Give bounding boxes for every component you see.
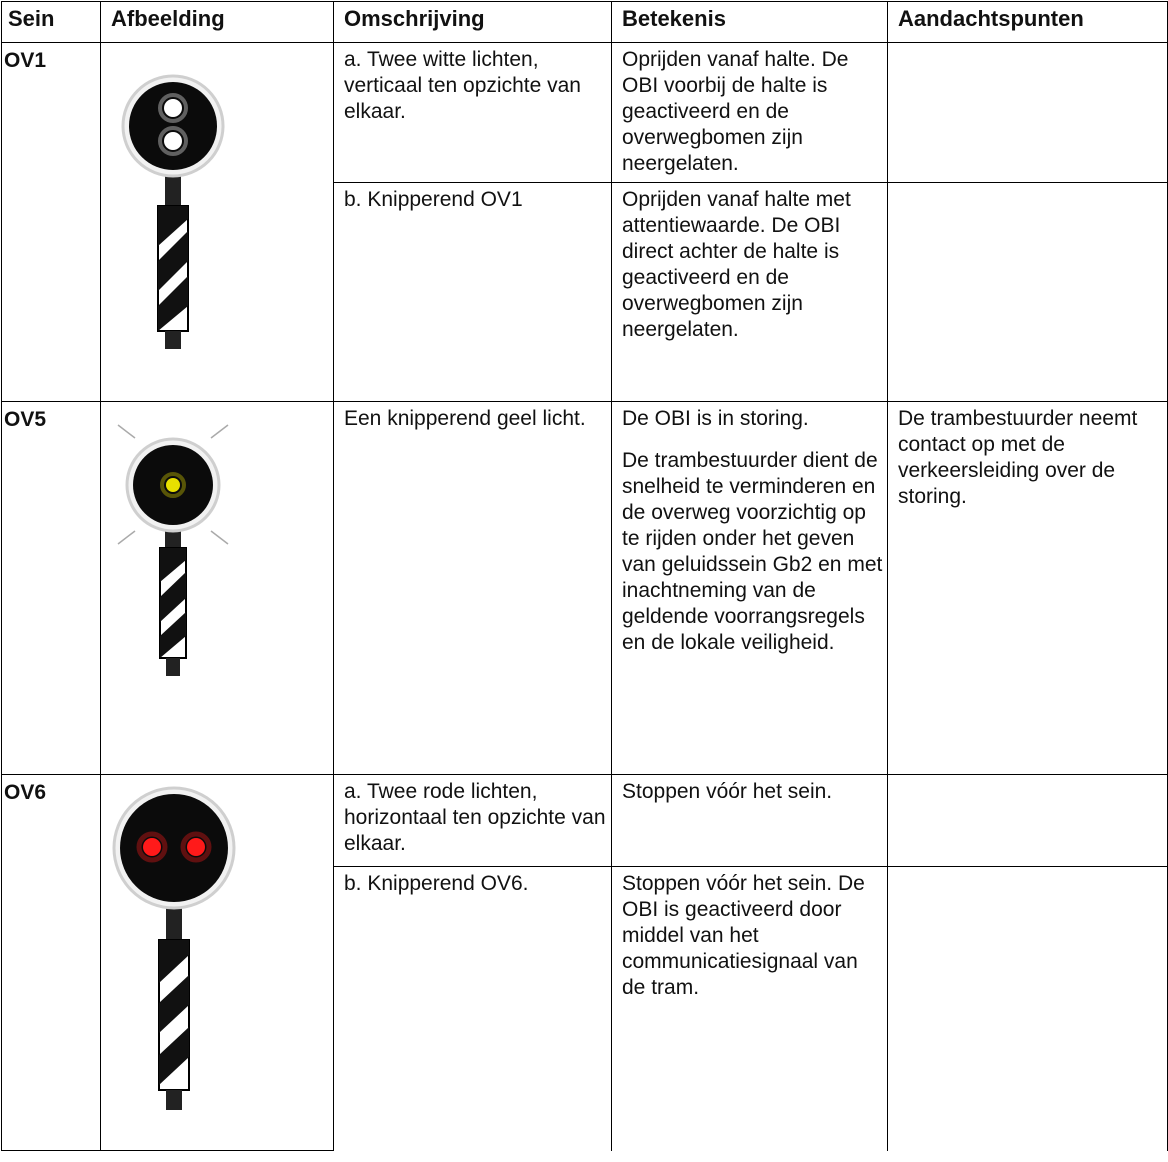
table-row-ov1-a xyxy=(2,43,1168,183)
image-cell-ov6 xyxy=(101,775,334,1151)
ov6-b-aandachtspunten xyxy=(888,867,1168,1151)
ov5-betekenis-line-1: De OBI is in storing. xyxy=(622,407,809,430)
ov1-a-aandachtspunten xyxy=(888,43,1168,183)
ov1-b-omschrijving: b. Knipperend OV1 xyxy=(334,183,612,402)
ov5-aandachtspunten: De trambestuurder neemt contact op met de verkeersleiding over de storing. xyxy=(888,402,1168,775)
ov1-a-betekenis: Oprijden vanaf halte. De OBI voorbij de halte is geactiveerd en de overwegbomen zijn neergelaten. xyxy=(612,43,888,183)
table-row-ov6-a xyxy=(2,775,1168,867)
signal-table xyxy=(1,1,1168,1151)
header-omschrijving: Omschrijving xyxy=(334,2,612,43)
ov6-a-aandachtspunten xyxy=(888,775,1168,867)
ov6-b-betekenis: Stoppen vóór het sein. De OBI is geactiveerd door middel van het communicatiesignaal van de tram. xyxy=(612,867,888,1151)
header-betekenis: Betekenis xyxy=(612,2,888,43)
tram-signal-two-red-horizontal-icon xyxy=(109,785,239,1125)
ov6-a-betekenis: Stoppen vóór het sein. xyxy=(612,775,888,867)
sein-code-ov1: OV1 xyxy=(2,43,101,402)
table-row-ov5 xyxy=(2,402,1168,775)
image-cell-ov1 xyxy=(101,43,334,402)
ov6-a-omschrijving: a. Twee rode lichten, horizontaal ten opzichte van elkaar. xyxy=(334,775,612,867)
ov5-betekenis-line-2: De trambestuurder dient de snelheid te verminderen en de overweg voorzichtig op te rijden onder het geven van geluidssein Gb2 en met inachtneming van de geldende voorrangsregels en de lokale veiligheid. xyxy=(622,449,883,654)
tram-signal-flashing-yellow-icon xyxy=(113,422,233,682)
ov5-omschrijving: Een knipperend geel licht. xyxy=(334,402,612,775)
image-cell-ov5 xyxy=(101,402,334,775)
ov6-b-omschrijving: b. Knipperend OV6. xyxy=(334,867,612,1151)
ov5-betekenis xyxy=(612,402,888,775)
tram-signal-two-white-vertical-icon xyxy=(113,71,233,371)
ov1-b-betekenis: Oprijden vanaf halte met attentiewaarde. De OBI direct achter de halte is geactiveerd en de overwegbomen zijn neergelaten. xyxy=(612,183,888,402)
header-sein: Sein xyxy=(2,2,101,43)
ov1-a-omschrijving: a. Twee witte lichten, verticaal ten opzichte van elkaar. xyxy=(334,43,612,183)
ov1-b-aandachtspunten xyxy=(888,183,1168,402)
header-row xyxy=(2,2,1168,43)
sein-code-ov5: OV5 xyxy=(2,402,101,775)
header-afbeelding: Afbeelding xyxy=(101,2,334,43)
sein-code-ov6: OV6 xyxy=(2,775,101,1151)
header-aandachtspunten: Aandachtspunten xyxy=(888,2,1168,43)
